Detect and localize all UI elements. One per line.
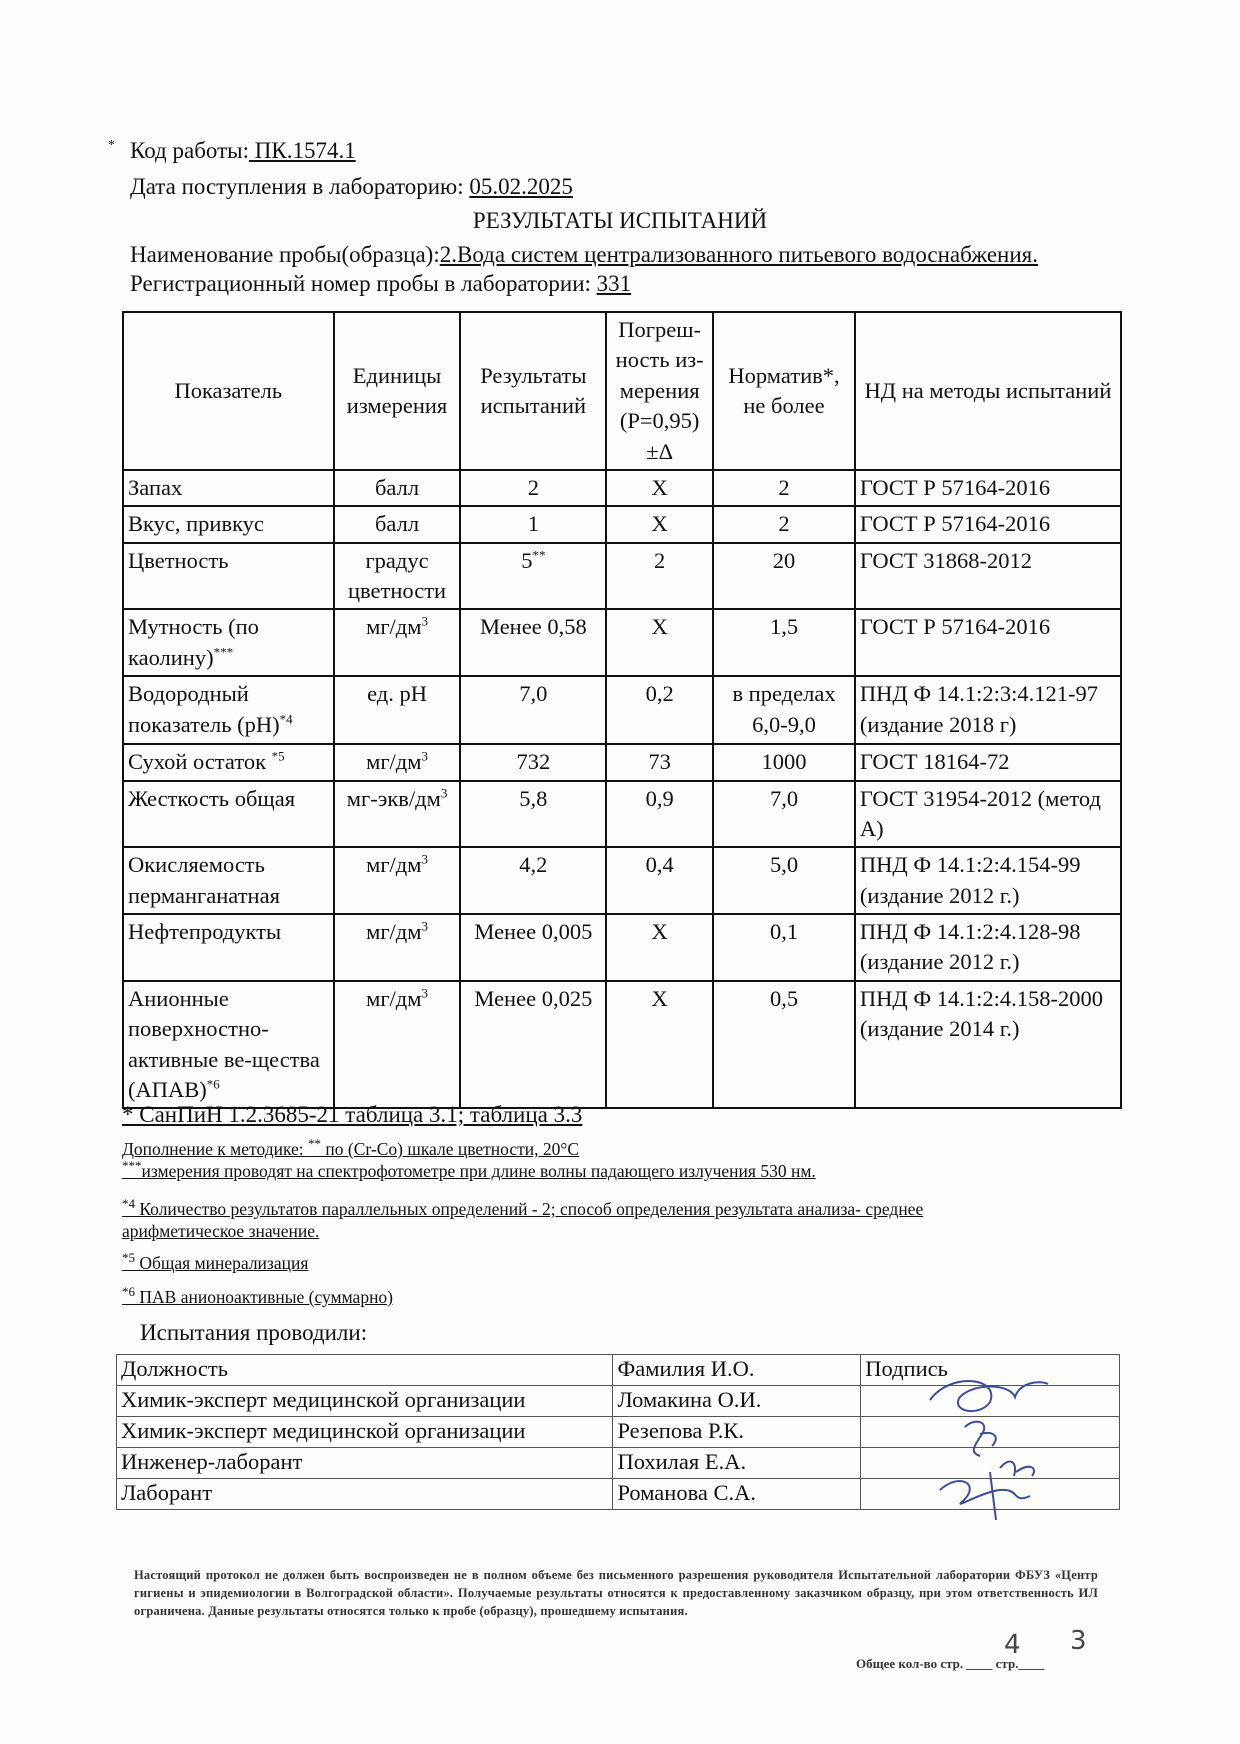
units-cell <box>334 609 461 676</box>
footnote-3-text: измерения проводят на спектрофотометре при длине волны падающего излучения 530 нм. <box>141 1160 816 1181</box>
handwritten-page-number: 4 <box>1004 1630 1021 1660</box>
result-cell <box>460 543 606 610</box>
footnote-addition-prefix: Дополнение к методике: <box>122 1138 309 1159</box>
signature-3a <box>1000 1462 1034 1476</box>
receipt-date-value: 05.02.2025 <box>469 174 573 199</box>
norm-cell <box>713 676 855 744</box>
result-cell-text: Менее 0,005 <box>474 919 593 944</box>
result-cell <box>460 781 606 848</box>
units-cell-text: балл <box>374 511 420 537</box>
units-cell <box>334 506 461 542</box>
header-error: Погреш-ность из-мерения (Р=0,95) ±Δ <box>606 312 713 470</box>
norm-cell-text: 0,5 <box>769 985 799 1011</box>
footnote-5-sup: *5 <box>122 1250 135 1265</box>
norm-cell-text: в пределах 6,0-9,0 <box>732 681 836 737</box>
error-cell <box>606 847 713 914</box>
units-cell-sup: 3 <box>440 785 448 800</box>
result-cell-text: Менее 0,58 <box>479 614 587 640</box>
footnote-3 <box>122 1158 816 1182</box>
units-cell <box>334 781 461 848</box>
work-code-value: ПК.1574.1 <box>249 138 356 163</box>
method-cell <box>855 914 1121 981</box>
method-cell <box>855 781 1121 848</box>
footnote-5-text: Общая минерализация <box>135 1252 309 1273</box>
signatures-image <box>920 1372 1070 1522</box>
result-cell <box>460 609 606 676</box>
units-cell-text: мг/дм <box>366 985 422 1011</box>
error-cell <box>606 744 713 780</box>
method-cell <box>855 506 1121 542</box>
results-row <box>123 543 1121 610</box>
units-cell-sup: 3 <box>421 748 428 764</box>
units-cell-text: мг-экв/дм <box>346 785 441 811</box>
indicator-cell-text: Окисляемость перманганатная <box>128 852 280 908</box>
method-cell-text: ГОСТ 31954-2012 (метод А) <box>859 785 1101 841</box>
units-cell <box>334 981 461 1109</box>
units-cell-text: балл <box>374 474 420 500</box>
error-cell-text: X <box>651 511 668 537</box>
result-cell-text: 4,2 <box>519 852 548 878</box>
norm-cell-text: 0,1 <box>769 919 799 944</box>
indicator-cell-text: Мутность (по каолину) <box>128 614 259 670</box>
error-cell-text: 0,2 <box>645 681 674 707</box>
result-cell <box>460 744 606 780</box>
staff-position-cell: Лаборант <box>117 1479 613 1510</box>
method-cell-text: ГОСТ Р 57164-2016 <box>859 511 1051 537</box>
units-cell-sup: 3 <box>421 851 428 867</box>
method-cell-text: ГОСТ Р 57164-2016 <box>859 614 1051 640</box>
error-cell-text: X <box>651 919 668 944</box>
indicator-cell-sup: *5 <box>271 748 285 764</box>
error-cell-text: X <box>651 985 668 1011</box>
norm-cell <box>713 609 855 676</box>
method-cell <box>855 543 1121 610</box>
error-cell <box>606 543 713 610</box>
result-cell <box>460 914 606 981</box>
indicator-cell <box>123 914 334 981</box>
sample-name-label: Наименование пробы(образца): <box>130 242 440 267</box>
footnote-5 <box>122 1250 308 1274</box>
units-cell-text: мг/дм <box>366 614 422 640</box>
norm-cell-text: 5,0 <box>769 852 799 878</box>
registration-value: 331 <box>596 271 632 296</box>
handwritten-total-pages: 3 <box>1070 1626 1087 1656</box>
indicator-cell <box>123 609 334 676</box>
receipt-date <box>130 174 573 200</box>
method-cell-text: ГОСТ 31868-2012 <box>859 547 1033 573</box>
result-cell <box>460 676 606 744</box>
error-cell <box>606 676 713 744</box>
staff-name-cell: Ломакина О.И. <box>613 1386 861 1417</box>
results-row <box>123 506 1121 542</box>
indicator-cell <box>123 744 334 780</box>
error-cell-text: 0,9 <box>645 785 674 811</box>
units-cell-sup: 3 <box>421 613 428 629</box>
indicator-cell-sup: *6 <box>206 1076 220 1092</box>
staff-position-cell: Инженер-лаборант <box>117 1448 613 1479</box>
norm-cell <box>713 981 855 1109</box>
norm-cell-text: 7,0 <box>769 785 799 811</box>
receipt-date-label: Дата поступления в лабораторию: <box>130 174 464 199</box>
result-cell-text: 1 <box>527 511 539 537</box>
results-row <box>123 609 1121 676</box>
header-indicator: Показатель <box>123 312 334 470</box>
results-row <box>123 981 1121 1109</box>
units-cell <box>334 914 461 981</box>
staff-header-name: Фамилия И.О. <box>613 1355 861 1386</box>
error-cell <box>606 981 713 1109</box>
error-cell <box>606 609 713 676</box>
norm-cell <box>713 744 855 780</box>
header-method: НД на методы испытаний <box>855 312 1121 470</box>
indicator-cell <box>123 543 334 610</box>
result-cell <box>460 981 606 1109</box>
result-cell-text: 732 <box>516 749 551 775</box>
work-code <box>130 138 356 164</box>
indicator-cell-text: Запах <box>128 474 183 500</box>
staff-name-cell: Похилая Е.А. <box>613 1448 861 1479</box>
footnote-6-text: ПАВ анионоактивные (суммарно) <box>135 1286 394 1307</box>
units-cell <box>334 470 461 506</box>
result-cell <box>460 506 606 542</box>
indicator-cell <box>123 506 334 542</box>
indicator-cell-sup: *4 <box>279 711 293 726</box>
signature-1 <box>930 1381 1048 1411</box>
method-cell <box>855 470 1121 506</box>
sample-name <box>130 242 1038 268</box>
document-title: РЕЗУЛЬТАТЫ ИСПЫТАНИЙ <box>472 208 768 233</box>
units-cell-text: мг/дм <box>366 852 422 878</box>
method-cell <box>855 609 1121 676</box>
footnote-6-sup: *6 <box>122 1284 135 1299</box>
indicator-cell <box>123 847 334 914</box>
page-count: Общее кол-во стр. ____ стр.____ <box>856 1656 1045 1671</box>
indicator-cell-text: Нефтепродукты <box>128 919 282 944</box>
result-cell-text: 5 <box>521 547 533 573</box>
work-code-label: Код работы: <box>130 138 249 163</box>
units-cell <box>334 676 461 744</box>
results-row <box>123 676 1121 744</box>
staff-name-cell: Романова С.А. <box>613 1479 861 1510</box>
norm-cell-text: 1000 <box>761 749 807 775</box>
units-cell-sup: 3 <box>421 918 428 934</box>
result-cell-text: 7,0 <box>519 681 548 707</box>
results-row <box>123 914 1121 981</box>
method-cell <box>855 847 1121 914</box>
footnote-4-sup: *4 <box>122 1196 135 1211</box>
results-row <box>123 781 1121 848</box>
footnote-sanpin: * СанПиН 1.2.3685-21 таблица 3.1; таблица 3.3 <box>122 1102 583 1127</box>
units-cell-text: мг/дм <box>366 919 422 944</box>
staff-position-cell: Химик-эксперт медицинской организации <box>117 1417 613 1448</box>
footnote-addition-sup: ** <box>308 1136 322 1151</box>
staff-header-position: Должность <box>117 1355 613 1386</box>
error-cell <box>606 781 713 848</box>
staff-name-cell: Резепова Р.К. <box>613 1417 861 1448</box>
norm-cell <box>713 847 855 914</box>
staff-position-cell: Химик-эксперт медицинской организации <box>117 1386 613 1417</box>
staff-title: Испытания проводили: <box>140 1320 368 1345</box>
footnote-addition <box>122 1136 579 1160</box>
norm-cell-text: 2 <box>778 511 790 537</box>
footnote-4-cont: арифметическое значение. <box>122 1221 320 1241</box>
indicator-cell <box>123 676 334 744</box>
method-cell-text: ПНД Ф 14.1:2:4.158-2000 (издание 2014 г.) <box>859 985 1104 1042</box>
error-cell-text: 0,4 <box>645 852 674 878</box>
signature-2 <box>965 1422 996 1456</box>
units-cell <box>334 847 461 914</box>
registration-label: Регистрационный номер пробы в лаборатории: <box>130 271 591 296</box>
footnote-4 <box>122 1196 923 1220</box>
results-row <box>123 470 1121 506</box>
result-cell-text: Менее 0,025 <box>474 985 593 1011</box>
method-cell-text: ГОСТ 18164-72 <box>859 749 1010 775</box>
header-results: Результаты испытаний <box>460 312 606 470</box>
footnote-3-sup: *** <box>122 1158 142 1173</box>
header-norm: Норматив*, не более <box>713 312 855 470</box>
error-cell <box>606 914 713 981</box>
indicator-cell-text: Сухой остаток <box>128 749 272 775</box>
error-cell-text: 2 <box>654 547 666 573</box>
method-cell <box>855 981 1121 1109</box>
indicator-cell <box>123 781 334 848</box>
staff-header-signature: Подпись <box>861 1355 1120 1386</box>
units-cell-text: градус цветности <box>348 547 447 603</box>
norm-cell <box>713 781 855 848</box>
error-cell-text: X <box>651 614 668 640</box>
method-cell-text: ПНД Ф 14.1:2:3:4.121-97 (издание 2018 г) <box>859 681 1099 737</box>
norm-cell <box>713 543 855 610</box>
indicator-cell-text: Цветность <box>128 547 229 573</box>
indicator-cell-text: Вкус, привкус <box>128 511 264 537</box>
error-cell <box>606 470 713 506</box>
results-table <box>122 311 1122 1109</box>
method-cell <box>855 676 1121 744</box>
norm-cell-text: 2 <box>778 474 790 500</box>
units-cell-text: мг/дм <box>366 749 422 775</box>
indicator-cell <box>123 470 334 506</box>
footnote-addition-text: по (Cr-Co) шкале цветности, 20°С <box>321 1138 580 1159</box>
indicator-cell-text: Жесткость общая <box>128 785 296 811</box>
error-cell <box>606 506 713 542</box>
indicator-cell-text: Водородный показатель (рН) <box>128 681 280 737</box>
result-cell-text: 2 <box>527 474 539 500</box>
indicator-cell-sup: *** <box>213 644 234 660</box>
sample-name-value: 2.Вода систем централизованного питьевого водоснабжения. <box>439 242 1039 267</box>
result-cell <box>460 847 606 914</box>
units-cell <box>334 543 461 610</box>
error-cell-text: X <box>651 474 668 500</box>
signature-3b <box>940 1472 1030 1520</box>
footnote-4-text-1: Количество результатов параллельных определений - 2; способ определения результата анализа- среднее <box>135 1198 924 1219</box>
header-units: Единицы измерения <box>334 312 461 470</box>
indicator-cell-text: Анионные поверхностно-активные ве-щества (АПАВ) <box>128 985 320 1102</box>
error-cell-text: 73 <box>648 749 671 775</box>
method-cell-text: ПНД Ф 14.1:2:4.154-99 (издание 2012 г.) <box>859 852 1081 908</box>
method-cell-text: ГОСТ Р 57164-2016 <box>859 474 1051 500</box>
result-cell <box>460 470 606 506</box>
units-cell-text: ед. рН <box>367 681 427 707</box>
indicator-cell <box>123 981 334 1109</box>
method-cell-text: ПНД Ф 14.1:2:4.128-98 (издание 2012 г.) <box>859 919 1081 975</box>
footnote-6 <box>122 1284 393 1308</box>
result-cell-text: 5,8 <box>519 785 548 811</box>
norm-cell <box>713 914 855 981</box>
norm-cell-text: 20 <box>772 547 796 573</box>
results-row <box>123 744 1121 780</box>
norm-cell <box>713 470 855 506</box>
method-cell <box>855 744 1121 780</box>
units-cell <box>334 744 461 780</box>
result-cell-sup: ** <box>532 547 546 563</box>
results-row <box>123 847 1121 914</box>
norm-cell <box>713 506 855 542</box>
registration-number <box>130 271 631 297</box>
disclaimer: Настоящий протокол не должен быть воспроизведен не в полном объеме без письменного разрешения руководителя Испытательной лаборатории ФБУЗ «Центр гигиены и эпидемиологии в Волгоградской области». Получаемые результаты относятся к предоставленному заказчиком образцу, при этом ответственность ИЛ ограничена. Данные результаты относятся только к пробе (образцу), прошедшему испытания. <box>134 1568 1098 1619</box>
scan-mark: * <box>108 138 115 153</box>
units-cell-sup: 3 <box>421 985 428 1001</box>
norm-cell-text: 1,5 <box>769 614 799 640</box>
